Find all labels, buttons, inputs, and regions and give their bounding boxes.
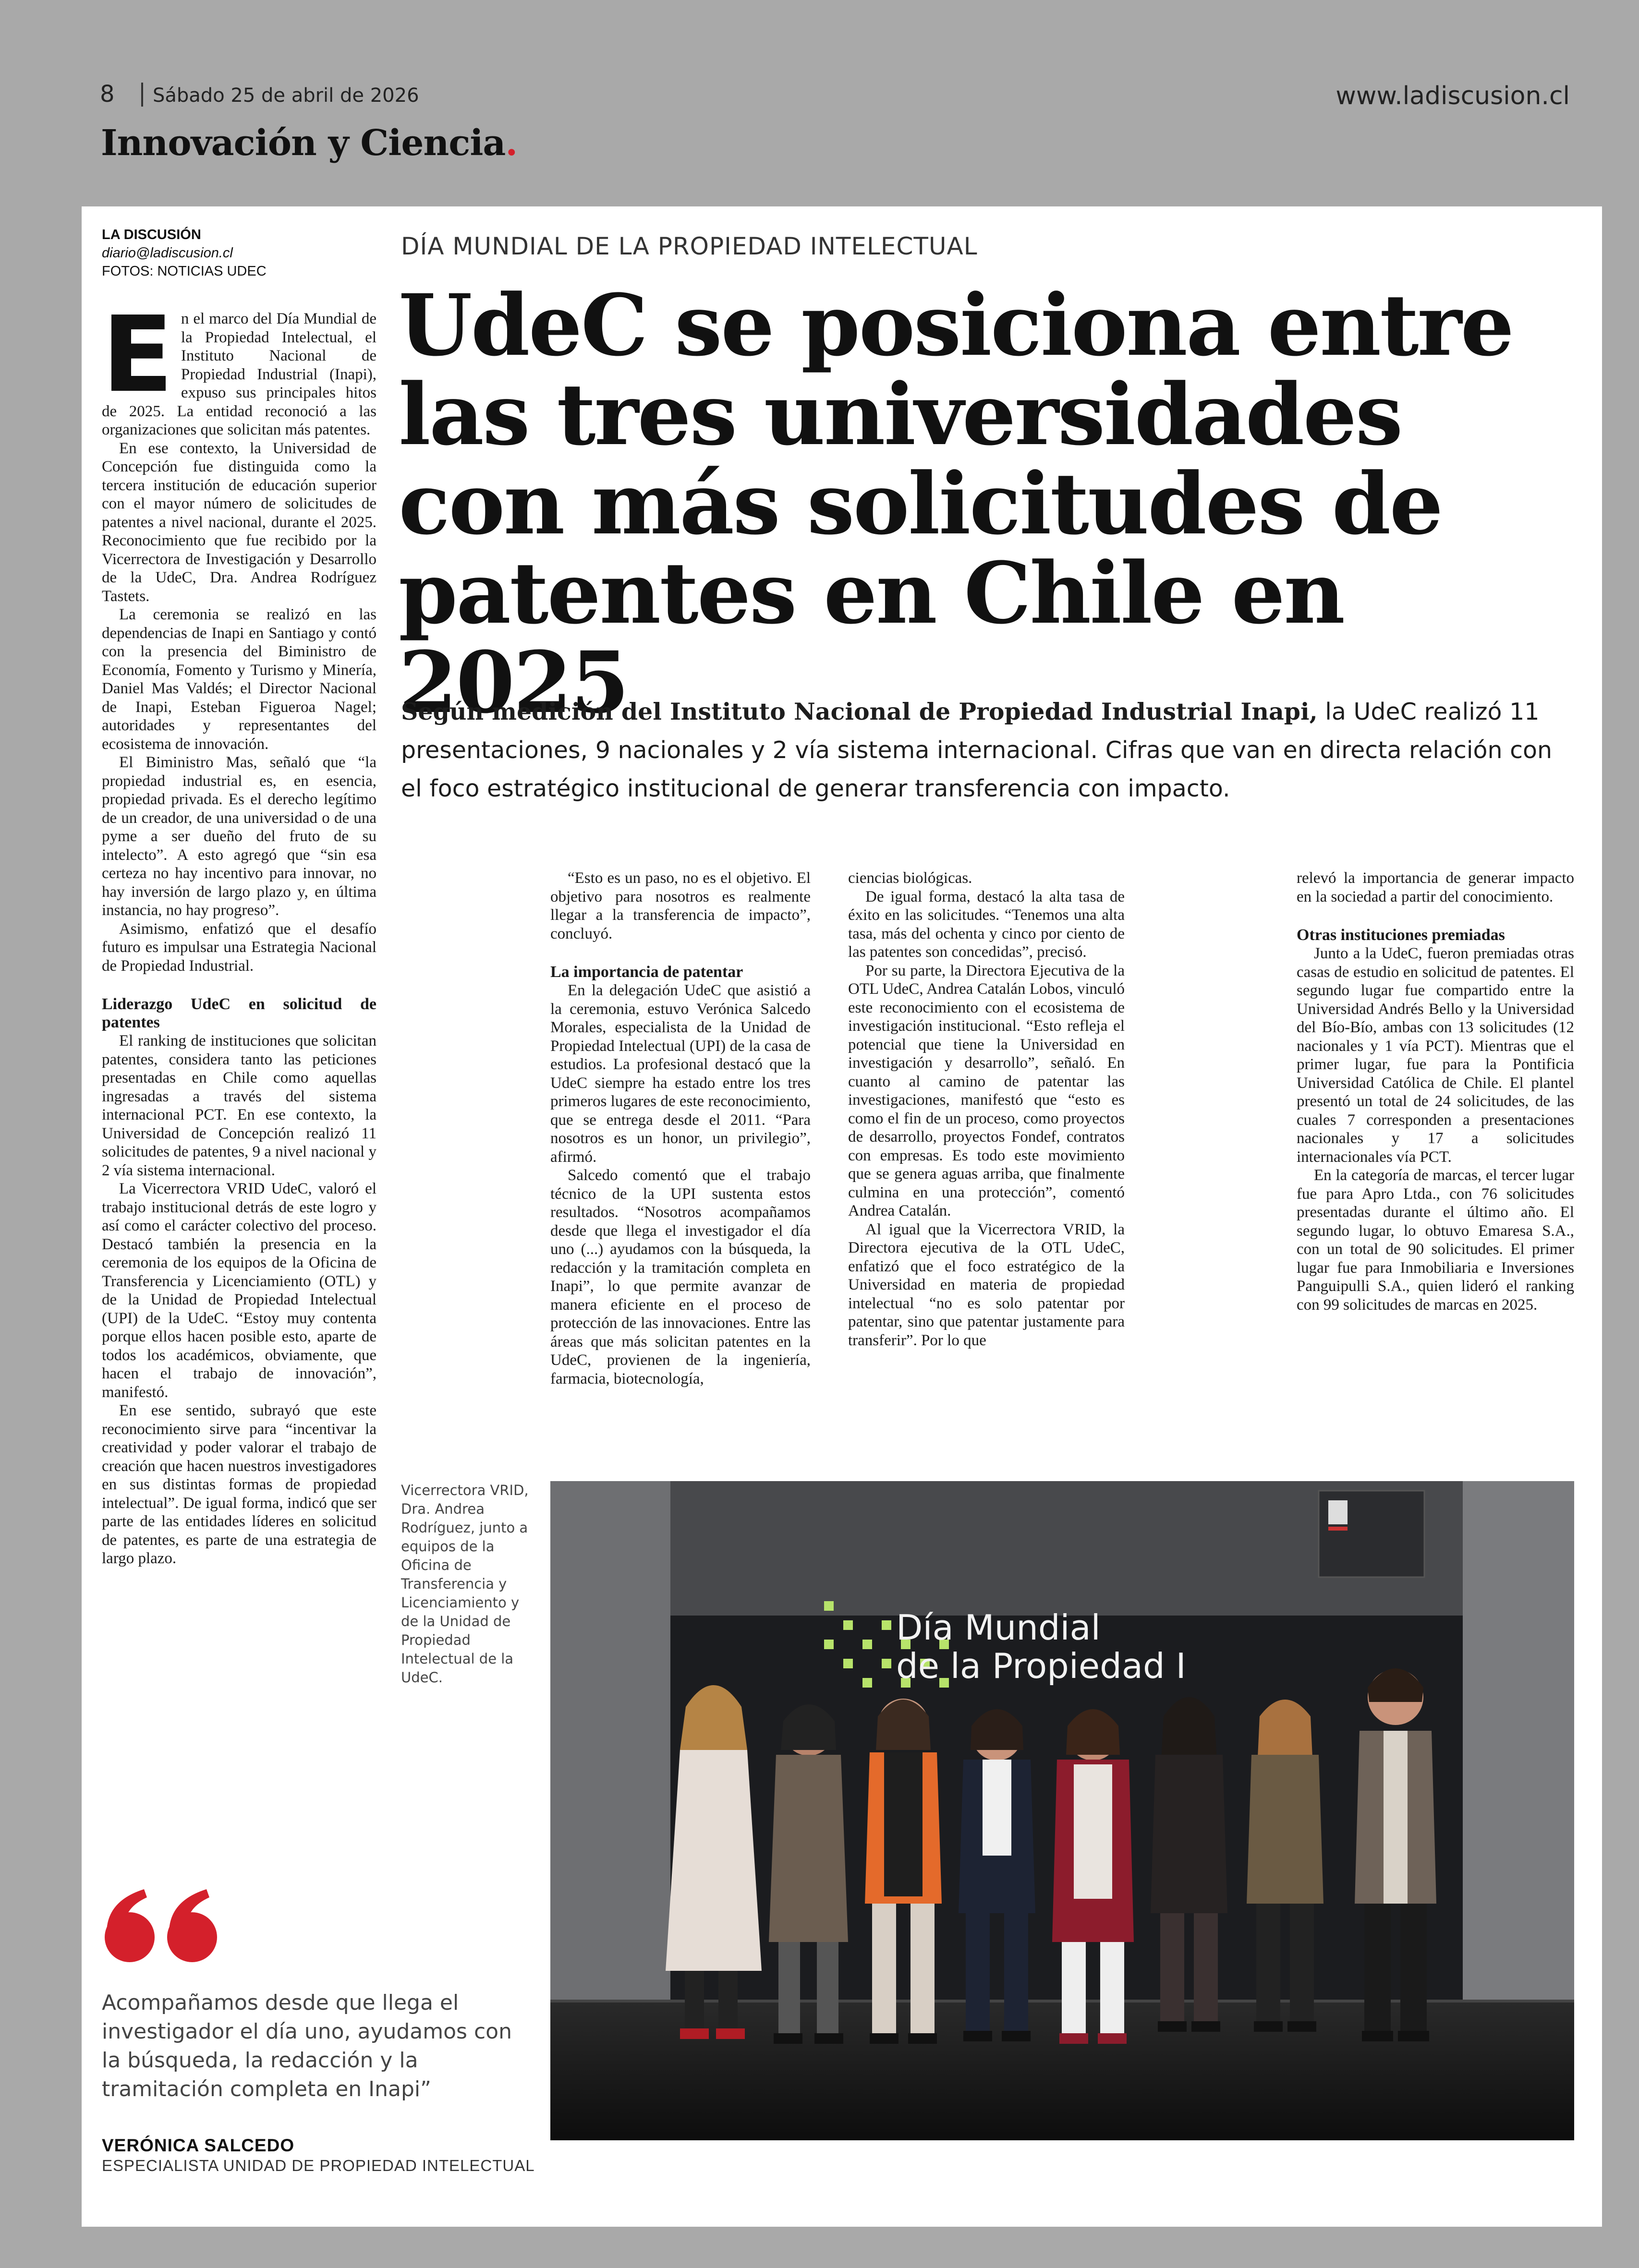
lead-bold: Según medición del Instituto Nacional de Propiedad Industrial Inapi, — [401, 698, 1318, 725]
issue-date: Sábado 25 de abril de 2026 — [153, 84, 419, 107]
pull-quote-author: VERÓNICA SALCEDO — [102, 2135, 295, 2155]
article-kicker: DÍA MUNDIAL DE LA PROPIEDAD INTELECTUAL — [401, 232, 978, 260]
group-photo — [550, 1481, 1574, 2140]
subheading: Liderazgo UdeC en solicitud de patentes — [102, 995, 376, 1031]
website-link[interactable]: www.ladiscusion.cl — [1335, 82, 1570, 110]
article-column-1 — [102, 294, 376, 1568]
paragraph: En ese sentido, subrayó que este reconocimiento sirve para “incentivar la creatividad y poder valorar el trabajo de creación que hacen nuestros investigadores en sus distintas formas de propiedad intelectual”. De igual forma, indicó que ser parte de las entidades líderes en solicitud de patentes, es parte de una estrategia de largo plazo. — [102, 1402, 376, 1567]
paragraph: Por su parte, la Directora Ejecutiva de la OTL UdeC, Andrea Catalán Lobos, vinculó este reconocimiento con el ecosistema de investigación institucional. “Esto refleja el potencial que tiene la Universidad en investigación y desarrollo”, señaló. En cuanto al camino de patentar las investigaciones, manifestó que “esto es como el fin de un proceso, como proyectos de desarrollo, proyectos Fondef, contratos con empresas. Es todo este movimiento que se genera aguas arriba, que finalmente culmina en una protección”, comentó Andrea Catalán. — [848, 962, 1125, 1219]
group-photo-illustration — [550, 1481, 1574, 2140]
page-number: 8 — [100, 81, 115, 108]
article-page — [82, 206, 1602, 2227]
section-dot: . — [505, 122, 518, 164]
paragraph-text: n el marco del Día Mundial de la Propiedad Intelectual, el Instituto Nacional de Propiedad Industrial (Inapi), expuso sus principales hitos de 2025. La entidad reconoció a las organizaciones que solicitan más patentes. — [102, 310, 376, 438]
article-column-2 — [550, 869, 811, 1388]
paragraph: Junto a la UdeC, fueron premiadas otras casas de estudio en solicitud de patentes. El segundo lugar fue compartido entre la Universidad Andrés Bello y la Universidad del Bío-Bío, ambas con 13 solicitudes (12 nacionales y 1 vía PCT). Mientras que el primer lugar, fue para la Pontificia Universidad Católica de Chile. El plantel presentó un total de 24 solicitudes, de las cuales 7 corresponden a presentaciones nacionales y 17 a solicitudes internacionales vía PCT. — [1297, 945, 1574, 1166]
subheading: Otras instituciones premiadas — [1297, 926, 1505, 944]
byline-photos: FOTOS: NOTICIAS UDEC — [102, 264, 267, 279]
screen-title-line-1: Día Mundial — [896, 1607, 1101, 1648]
paragraph: Asimismo, enfatizó que el desafío futuro es impulsar una Estrategia Nacional de Propiedad Industrial. — [102, 920, 376, 975]
lead-text: la UdeC realizó 11 presentaciones, 9 nacionales y 2 vía sistema internacional. Cifras que van en directa relación con el foco estratégico institucional de generar transferencia con impacto. — [401, 698, 1553, 802]
byline — [102, 226, 371, 280]
article-lead — [401, 692, 1578, 808]
pull-quote-text: Acompañamos desde que llega el investigador el día uno, ayudamos con la búsqueda, la redacción y la tramitación completa en Inapi” — [102, 1991, 512, 2101]
paragraph: El ranking de instituciones que solicitan patentes, considera tanto las peticiones presentadas en Chile como aquellas ingresadas a través del sistema internacional PCT. En ese contexto, la Universidad de Concepción realizó 11 solicitudes de patentes, 9 a nivel nacional y 2 vía sistema internacional. — [102, 1032, 376, 1179]
paragraph: ciencias biológicas. — [848, 869, 972, 887]
paragraph: “Esto es un paso, no es el objetivo. El objetivo para nosotros es realmente llegar a la transferencia de impacto”, concluyó. — [550, 869, 811, 942]
section-title — [101, 122, 517, 164]
paragraph: El Biministro Mas, señaló que “la propiedad industrial es, en esencia, propiedad privada. Es el derecho legítimo de un creador, de una universidad o de una pyme a ser dueño del fruto de su intelecto”. A esto agregó que “sin esa certeza no hay incentivo para innovar, no hay inversión de largo plazo y, en última instancia, no hay progreso”. — [102, 754, 376, 919]
section-title-text: Innovación y Ciencia — [101, 122, 506, 164]
paragraph: En ese contexto, la Universidad de Concepción fue distinguida como la tercera institución de educación superior con el mayor número de solicitudes de patentes a nivel nacional, durante el 2025. Reconocimiento que fue recibido por la Vicerrectora de Investigación y Desarrollo de la UdeC, Dra. Andrea Rodríguez Tastets. — [102, 439, 376, 605]
article-column-3 — [848, 869, 1125, 1350]
paragraph: En la delegación UdeC que asistió a la ceremonia, estuvo Verónica Salcedo Morales, especialista de la Unidad de Propiedad Intelectual (UPI) de la casa de estudios. La profesional destacó que la UdeC siempre ha estado entre los tres primeros lugares de este reconocimiento, que se entrega desde el 2011. “Para nosotros es un honor, un privilegio”, afirmó. — [550, 982, 811, 1166]
byline-email[interactable]: diario@ladiscusion.cl — [102, 245, 233, 261]
drop-cap: E — [102, 294, 173, 416]
paragraph: La Vicerrectora VRID UdeC, valoró el trabajo institucional detrás de este logro y así como el carácter colectivo del proceso. Destacó también la presencia en la ceremonia de los equipos de la Oficina de Transferencia y Licenciamiento (OTL) y de la Unidad de Propiedad Intelectual (UPI) de la UdeC. “Estoy muy contenta porque ellos hacen posible esto, aparte de todos los académicos, obviamente, que hacen el trabajo de innovación”, manifestó. — [102, 1180, 376, 1401]
paragraph — [102, 294, 376, 439]
paragraph: Salcedo comentó que el trabajo técnico de la UPI sustenta estos resultados. “Nosotros acompañamos desde que llega el investigador el día uno (...) ayudamos con la búsqueda, la redacción y la tramitación completa en Inapi”, lo que permite avanzar de manera eficiente en el proceso de protección de las innovaciones. Entre las áreas que más solicitan patentes en la UdeC, provienen de la ingeniería, farmacia, biotecnología, — [550, 1167, 811, 1387]
article-column-4 — [1297, 869, 1574, 1314]
byline-outlet: LA DISCUSIÓN — [102, 227, 201, 242]
paragraph: relevó la importancia de generar impacto en la sociedad a partir del conocimiento. — [1297, 869, 1574, 905]
header-divider — [141, 83, 143, 107]
quotation-mark-icon — [101, 1887, 231, 1964]
paragraph: La ceremonia se realizó en las dependencias de Inapi en Santiago y contó con la presencia del Biministro de Economía, Fomento y Turismo y Minería, Daniel Mas Valdés; el Director Nacional de Inapi, Esteban Figueroa Nagel; autoridades y representantes del ecosistema de innovación. — [102, 606, 376, 753]
paragraph: Al igual que la Vicerrectora VRID, la Directora ejecutiva de la OTL UdeC, enfatizó que el foco estratégico de la Universidad en materia de propiedad intelectual “no es solo patentar por patentar, sino que patentar justamente para transferir”. Por lo que — [848, 1220, 1125, 1349]
article-headline: UdeC se posiciona entre las tres universidades con más solicitudes de patentes en Chile en 2025 — [399, 276, 1513, 732]
screen-title-line-2: de la Propiedad I — [896, 1646, 1186, 1686]
paragraph: En la categoría de marcas, el tercer lugar fue para Apro Ltda., con 76 solicitudes presentadas durante el último año. El segundo lugar, lo obtuvo Emaresa S.A., con un total de 90 solicitudes. El primer lugar fue para Inmobiliaria e Inversiones Panguipulli S.A., quien lideró el ranking con 99 solicitudes de marcas en 2025. — [1297, 1167, 1574, 1314]
pull-quote-role: ESPECIALISTA UNIDAD DE PROPIEDAD INTELECTUAL — [102, 2157, 535, 2174]
paragraph: De igual forma, destacó la alta tasa de éxito en las solicitudes. “Tenemos una alta tasa, más del ochenta y cinco por ciento de las patentes son concedidas”, precisó. — [848, 888, 1125, 961]
photo-caption: Vicerrectora VRID, Dra. Andrea Rodríguez, junto a equipos de la Oficina de Transferencia y Licenciamiento y de la Unidad de Propiedad Intelectual de la UdeC. — [401, 1482, 529, 1686]
subheading: La importancia de patentar — [550, 963, 743, 981]
